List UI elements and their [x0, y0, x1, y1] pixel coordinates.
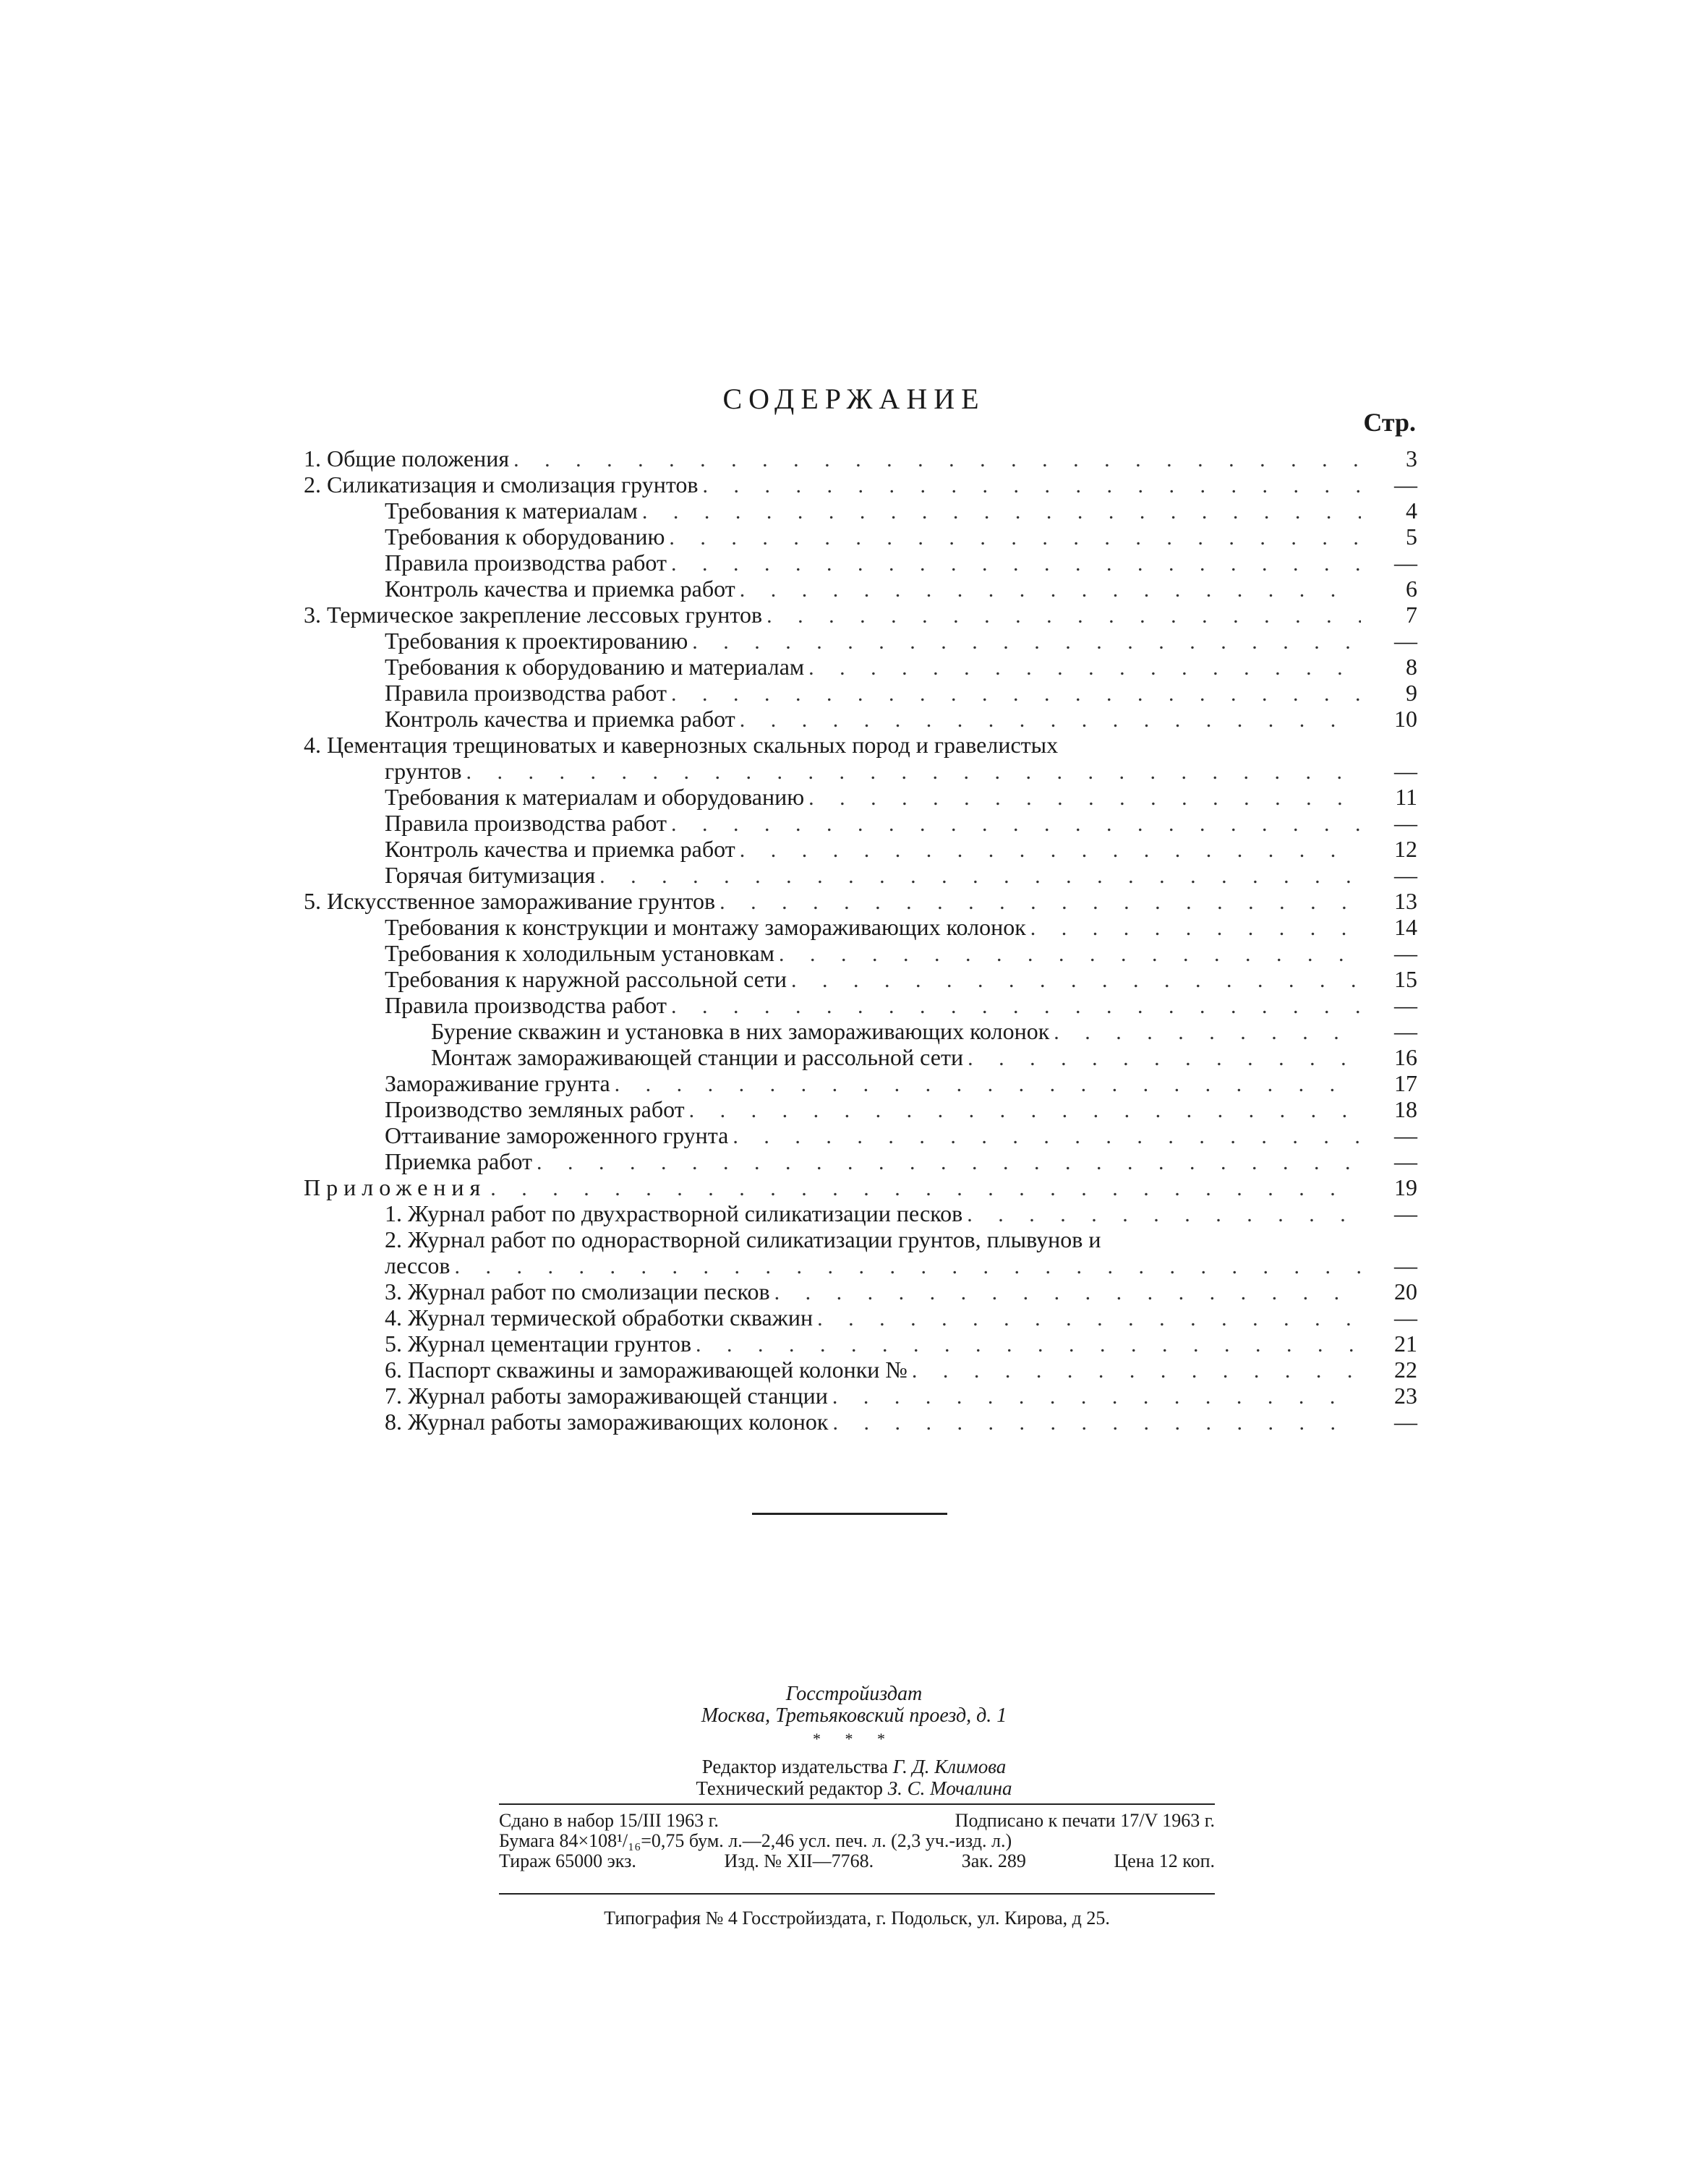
toc-entry [304, 1304, 1417, 1331]
toc-entry [304, 1226, 1417, 1252]
toc-entry [304, 1278, 1417, 1304]
table-of-contents [304, 445, 1417, 1435]
separator-stars: * * * [813, 1730, 895, 1748]
toc-entry-page: — [1394, 992, 1417, 1018]
toc-entry [304, 732, 1417, 758]
imprint-line [499, 1831, 1215, 1851]
toc-entry-title: 8. Журнал работы замораживающих колонок [385, 1409, 832, 1435]
toc-entry-page: 11 [1395, 784, 1417, 810]
toc-title: СОДЕРЖАНИЕ [722, 383, 986, 415]
toc-entry-page: 20 [1394, 1278, 1417, 1304]
imprint-price: Цена 12 коп. [1114, 1850, 1215, 1871]
dot-leader [817, 1306, 1361, 1332]
toc-entry [304, 680, 1417, 706]
toc-entry [304, 1174, 1417, 1200]
publisher-block [0, 1683, 1708, 1727]
toc-entry-page: 4 [1406, 497, 1417, 524]
dot-leader [1054, 1020, 1361, 1046]
dot-leader [671, 551, 1361, 577]
toc-entry-title: лессов [385, 1252, 454, 1278]
toc-entry [304, 1122, 1417, 1148]
toc-entry-page: — [1394, 1304, 1417, 1331]
toc-entry-title: Контроль качества и приемка работ [385, 576, 740, 602]
toc-entry-title: Требования к проектированию [385, 628, 692, 654]
publishing-editor-name: Г. Д. Климова [892, 1756, 1007, 1777]
printer-line: Типография № 4 Госстройиздата, г. Подольск, ул. Кирова, д 25. [604, 1908, 1110, 1929]
technical-editor-label: Технический редактор [696, 1777, 883, 1799]
toc-entry [304, 992, 1417, 1018]
dot-leader [696, 1332, 1361, 1358]
toc-entry-title: 7. Журнал работы замораживающей станции [385, 1383, 832, 1409]
toc-entry-page: — [1394, 628, 1417, 654]
toc-entry [304, 576, 1417, 602]
toc-entry-title: Замораживание грунта [385, 1070, 615, 1096]
editors-block [0, 1756, 1708, 1799]
dot-leader [466, 759, 1362, 785]
toc-entry [304, 758, 1417, 784]
imprint-typeset-date: Сдано в набор 15/III 1963 г. [499, 1810, 719, 1831]
toc-entry-page: — [1394, 810, 1417, 836]
toc-entry [304, 524, 1417, 550]
dot-leader [615, 1072, 1361, 1098]
toc-entry-page: — [1394, 940, 1417, 966]
toc-entry [304, 1018, 1417, 1044]
dot-leader [671, 811, 1361, 837]
dot-leader [808, 655, 1361, 681]
toc-entry-title: Контроль качества и приемка работ [385, 706, 740, 732]
imprint-paper: Бумага 84×108¹/₁₆=0,75 бум. л.—2,46 усл. печ. л. (2,3 уч.-изд. л.) [499, 1830, 1012, 1851]
dot-leader [967, 1202, 1361, 1228]
toc-entry-page: — [1394, 1018, 1417, 1044]
toc-entry-page: — [1394, 862, 1417, 888]
toc-entry-page: 21 [1394, 1331, 1417, 1357]
toc-entry-page: 18 [1394, 1096, 1417, 1122]
toc-entry [304, 628, 1417, 654]
dot-leader [692, 629, 1361, 655]
toc-entry-page: 12 [1394, 836, 1417, 862]
toc-entry-title: 2. Журнал работ по однорастворной силикатизации грунтов, плывунов и [385, 1226, 1106, 1252]
toc-entry [304, 836, 1417, 862]
publishing-editor-label: Редактор издательства [701, 1756, 889, 1777]
toc-entry-page: 8 [1406, 654, 1417, 680]
dot-leader [774, 1280, 1361, 1306]
dot-leader [767, 603, 1361, 629]
dot-leader [720, 889, 1361, 915]
dot-leader [669, 525, 1361, 551]
toc-entry-title: Приложения [304, 1174, 490, 1200]
toc-entry-title: Горячая битумизация [385, 862, 599, 888]
toc-entry-title: 5. Журнал цементации грунтов [385, 1331, 696, 1357]
toc-entry-title: 4. Цементация трещиноватых и кавернозных скальных пород и гравелистых [304, 732, 1062, 758]
dot-leader [599, 863, 1361, 889]
toc-entry [304, 1044, 1417, 1070]
dot-leader [808, 785, 1361, 811]
toc-entry-page: 10 [1394, 706, 1417, 732]
toc-entry-page: 3 [1406, 445, 1417, 471]
toc-entry [304, 550, 1417, 576]
toc-entry [304, 654, 1417, 680]
imprint-order: Зак. 289 [961, 1850, 1026, 1871]
imprint-run: Тираж 65000 экз. [499, 1850, 636, 1871]
toc-entry-page: 19 [1394, 1174, 1417, 1200]
toc-entry-title: Правила производства работ [385, 992, 671, 1018]
dot-leader [968, 1046, 1361, 1072]
dot-leader [832, 1410, 1361, 1436]
divider [499, 1803, 1215, 1805]
page-column-header: Стр. [1363, 408, 1416, 437]
toc-entry-page: 9 [1406, 680, 1417, 706]
toc-entry-title: Оттаивание замороженного грунта [385, 1122, 733, 1148]
dot-leader [779, 941, 1361, 968]
toc-entry [304, 1148, 1417, 1174]
toc-entry-title: Требования к конструкции и монтажу замораживающих колонок [385, 914, 1030, 940]
toc-entry [304, 1357, 1417, 1383]
imprint-line [499, 1811, 1215, 1831]
toc-entry [304, 1200, 1417, 1226]
dot-leader [537, 1150, 1361, 1176]
toc-entry-title: Требования к материалам и оборудованию [385, 784, 808, 810]
dot-leader [740, 837, 1361, 863]
toc-entry-title: 5. Искусственное замораживание грунтов [304, 888, 720, 914]
imprint-signed-date: Подписано к печати 17/V 1963 г. [955, 1810, 1215, 1831]
toc-entry-title: Приемка работ [385, 1148, 537, 1174]
publisher-name: Госстройиздат [785, 1683, 923, 1705]
toc-entry [304, 940, 1417, 966]
toc-entry [304, 1096, 1417, 1122]
dot-leader [671, 681, 1361, 707]
toc-entry [304, 497, 1417, 524]
dot-leader [513, 447, 1361, 473]
toc-entry-title: Требования к холодильным установкам [385, 940, 779, 966]
toc-entry [304, 1252, 1417, 1278]
toc-entry-page: 6 [1406, 576, 1417, 602]
toc-entry-page: 23 [1394, 1383, 1417, 1409]
toc-entry-page: 22 [1394, 1357, 1417, 1383]
dot-leader [689, 1098, 1361, 1124]
toc-entry-title: Монтаж замораживающей станции и рассольной сети [431, 1044, 968, 1070]
toc-entry-title: 1. Журнал работ по двухрастворной силикатизации песков [385, 1200, 967, 1226]
toc-entry [304, 810, 1417, 836]
toc-entry [304, 1070, 1417, 1096]
dot-leader [671, 994, 1361, 1020]
dot-leader [912, 1358, 1361, 1384]
toc-entry-title: 2. Силикатизация и смолизация грунтов [304, 471, 702, 497]
publishing-editor [0, 1756, 1708, 1777]
toc-entry-title: Бурение скважин и установка в них замораживающих колонок [431, 1018, 1054, 1044]
toc-entry [304, 888, 1417, 914]
toc-entry-page: — [1394, 758, 1417, 784]
dot-leader [740, 577, 1361, 603]
toc-entry-page: — [1394, 1252, 1417, 1278]
toc-entry-title: 6. Паспорт скважины и замораживающей колонки № [385, 1357, 912, 1383]
divider [752, 1513, 947, 1515]
imprint-edition: Изд. № XII—7768. [724, 1850, 874, 1871]
divider [499, 1893, 1215, 1895]
toc-entry-page: 17 [1394, 1070, 1417, 1096]
toc-entry [304, 862, 1417, 888]
toc-entry-page: 7 [1406, 602, 1417, 628]
toc-entry-title: Производство земляных работ [385, 1096, 689, 1122]
toc-entry-page: — [1394, 1148, 1417, 1174]
toc-entry-title: Контроль качества и приемка работ [385, 836, 740, 862]
dot-leader [1030, 915, 1361, 941]
toc-entry-page: — [1394, 1409, 1417, 1435]
toc-entry-title: Правила производства работ [385, 680, 671, 706]
toc-entry-page: — [1394, 1200, 1417, 1226]
dot-leader [791, 968, 1361, 994]
imprint-block [499, 1811, 1215, 1871]
toc-entry-title: Требования к оборудованию и материалам [385, 654, 808, 680]
toc-entry [304, 1331, 1417, 1357]
dot-leader [740, 707, 1361, 733]
toc-entry-page: 13 [1394, 888, 1417, 914]
toc-entry-title: Требования к наружной рассольной сети [385, 966, 791, 992]
toc-entry-page: — [1394, 1122, 1417, 1148]
toc-entry-page: 5 [1406, 524, 1417, 550]
dot-leader [642, 499, 1361, 525]
dot-leader [490, 1176, 1361, 1202]
toc-entry-title: Правила производства работ [385, 550, 671, 576]
imprint-line [499, 1851, 1215, 1871]
toc-entry-title: Требования к материалам [385, 497, 642, 524]
toc-entry-page: 14 [1394, 914, 1417, 940]
dot-leader [702, 473, 1361, 499]
toc-entry [304, 914, 1417, 940]
toc-entry-title: 3. Термическое закрепление лессовых грунтов [304, 602, 767, 628]
toc-entry [304, 966, 1417, 992]
publisher-address: Москва, Третьяковский проезд, д. 1 [701, 1704, 1007, 1727]
toc-entry [304, 784, 1417, 810]
toc-entry-title: 3. Журнал работ по смолизации песков [385, 1278, 774, 1304]
toc-entry [304, 471, 1417, 497]
toc-entry [304, 602, 1417, 628]
toc-entry [304, 706, 1417, 732]
toc-entry-page: — [1394, 550, 1417, 576]
toc-entry-page: 15 [1394, 966, 1417, 992]
toc-entry-title: грунтов [385, 758, 466, 784]
toc-entry [304, 1409, 1417, 1435]
toc-entry [304, 445, 1417, 471]
toc-entry-title: 4. Журнал термической обработки скважин [385, 1304, 817, 1331]
dot-leader [733, 1124, 1361, 1150]
toc-entry-title: Требования к оборудованию [385, 524, 669, 550]
toc-entry-title: 1. Общие положения [304, 445, 513, 471]
toc-entry-page: 16 [1394, 1044, 1417, 1070]
toc-entry-page: — [1394, 471, 1417, 497]
toc-entry-title: Правила производства работ [385, 810, 671, 836]
toc-entry [304, 1383, 1417, 1409]
dot-leader [454, 1254, 1361, 1280]
technical-editor [0, 1777, 1708, 1799]
dot-leader [832, 1384, 1361, 1410]
technical-editor-name: З. С. Мочалина [887, 1777, 1012, 1799]
